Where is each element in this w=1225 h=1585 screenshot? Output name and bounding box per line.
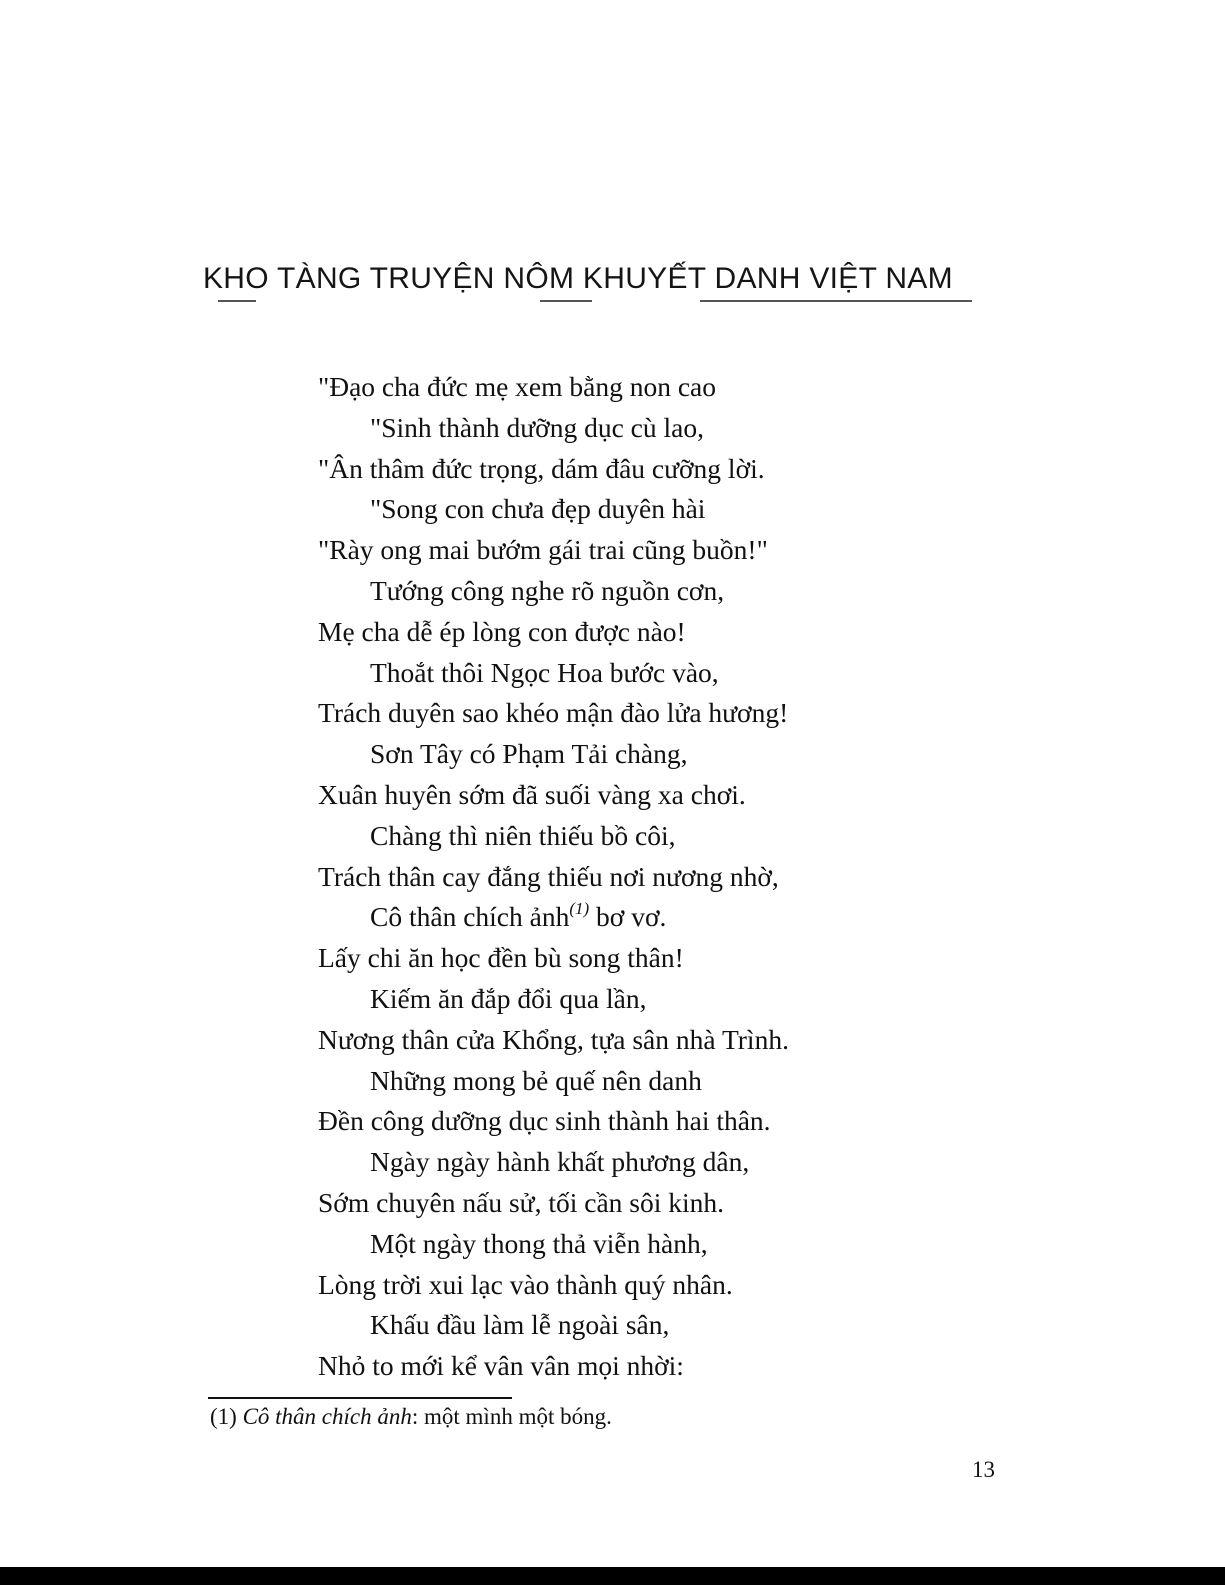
header-underline-right (700, 300, 972, 302)
poem-line-with-footnote (318, 897, 789, 938)
poem-line: Đền công dưỡng dục sinh thành hai thân. (318, 1105, 771, 1137)
poem-line: "Đạo cha đức mẹ xem bằng non cao (318, 371, 716, 402)
footnote-definition: : một mình một bóng. (411, 1404, 612, 1429)
poem-line: Chàng thì niên thiếu bồ côi, (370, 819, 676, 851)
poem-line: Lấy chi ăn học đền bù song thân! (318, 942, 684, 974)
poem-line: Kiếm ăn đắp đổi qua lần, (370, 982, 647, 1014)
poem-line: Ngày ngày hành khất phương dân, (370, 1146, 750, 1178)
poem-line: Trách thân cay đắng thiếu nơi nương nhờ, (318, 860, 779, 892)
header-underline-left (218, 300, 256, 302)
poem-line: Trách duyên sao khéo mận đào lửa hương! (318, 697, 789, 729)
poem (318, 367, 789, 1387)
running-header: KHO TÀNG TRUYỆN NÔM KHUYẾT DANH VIỆT NAM (203, 262, 953, 295)
footnote-number: (1) (210, 1404, 237, 1429)
poem-line: Thoắt thôi Ngọc Hoa bước vào, (370, 656, 719, 688)
poem-line: Một ngày thong thả viễn hành, (370, 1227, 708, 1259)
poem-line-tail: bơ vơ. (589, 901, 667, 933)
page-number: 13 (972, 1457, 995, 1482)
poem-line: "Ân thâm đức trọng, dám đâu cưỡng lời. (318, 452, 765, 484)
poem-line: Lòng trời xui lạc vào thành quý nhân. (318, 1268, 733, 1300)
poem-line: "Sinh thành dưỡng dục cù lao, (370, 411, 704, 443)
poem-line: Nương thân cửa Khổng, tựa sân nhà Trình. (318, 1023, 789, 1055)
poem-line: Tướng công nghe rõ nguồn cơn, (370, 574, 725, 606)
header-underline-middle (540, 300, 592, 302)
footnote-reference-mark: (1) (569, 899, 590, 919)
poem-line: "Rày ong mai bướm gái trai cũng buồn!" (318, 534, 768, 566)
poem-line: Nhỏ to mới kể vân vân mọi nhời: (318, 1350, 684, 1382)
poem-line: Sớm chuyên nấu sử, tối cần sôi kinh. (318, 1186, 725, 1218)
poem-line: Những mong bẻ quế nên danh (370, 1064, 702, 1096)
scan-bottom-edge (0, 1567, 1225, 1585)
footnote (210, 1404, 612, 1430)
poem-line: Xuân huyên sớm đã suối vàng xa chơi. (318, 778, 746, 810)
poem-line-head: Cô thân chích ảnh (370, 901, 570, 933)
poem-line: Sơn Tây có Phạm Tải chàng, (370, 738, 688, 770)
poem-line: Khấu đầu làm lễ ngoài sân, (370, 1309, 670, 1341)
poem-line: Mẹ cha dễ ép lòng con được nào! (318, 615, 686, 647)
footnote-term: Cô thân chích ảnh (242, 1404, 412, 1429)
footnote-divider (208, 1397, 512, 1399)
poem-line: "Song con chưa đẹp duyên hài (370, 493, 706, 525)
